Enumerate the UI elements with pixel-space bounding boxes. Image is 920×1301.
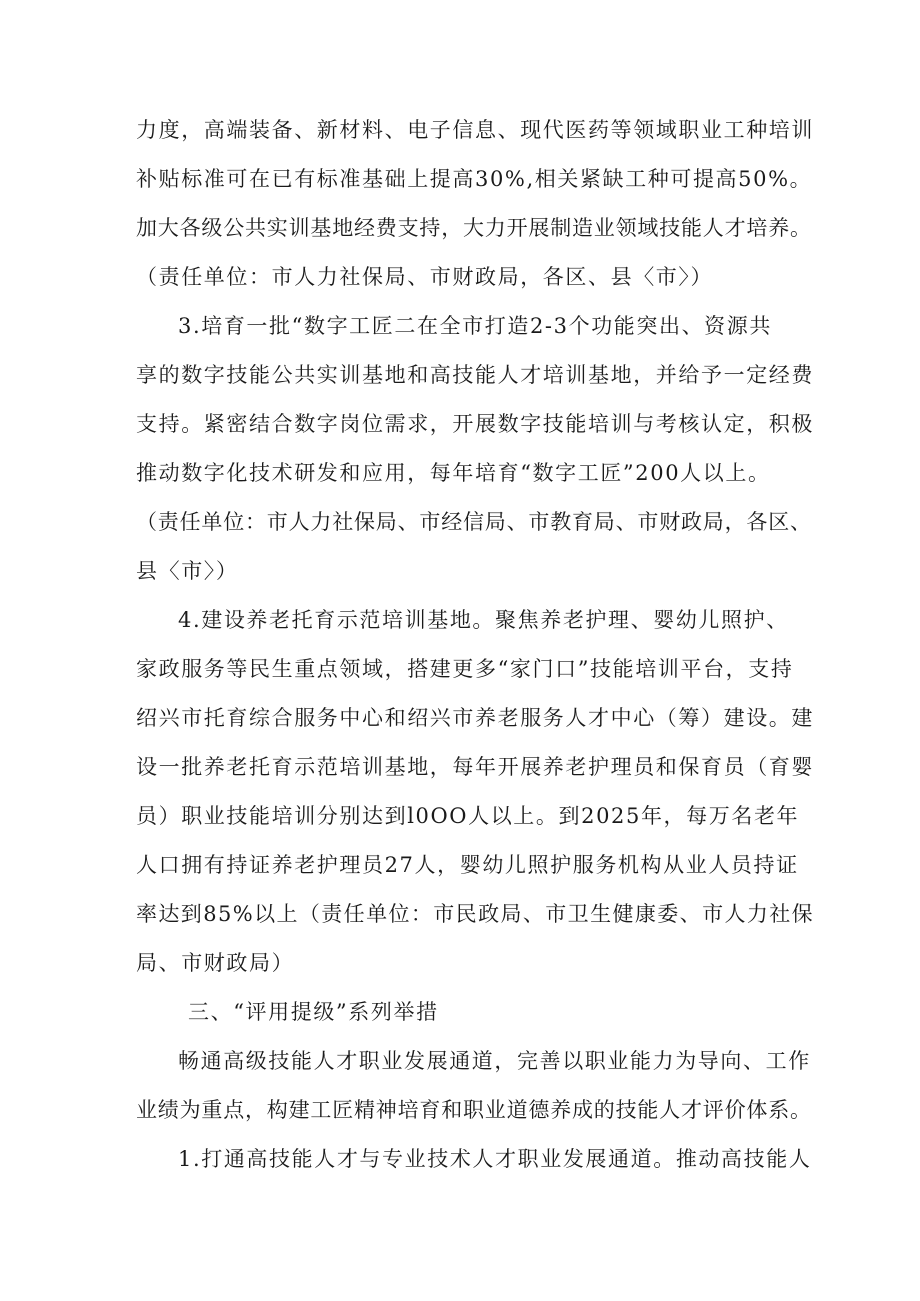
- text-line: 业绩为重点，构建工匠精神培育和职业道德养成的技能人才评价体系。: [136, 1098, 812, 1122]
- text-line: （责任单位：市人力社保局、市财政局，各区、县〈市〉）: [136, 265, 714, 289]
- paragraph-item-1: 1.打通高技能人才与专业技术人才职业发展通道。推动高技能人: [178, 1147, 812, 1171]
- text-line: 享的数字技能公共实训基地和高技能人才培训基地，并给予一定经费: [136, 363, 814, 387]
- text-line: 力度，高端装备、新材料、电子信息、现代医药等领域职业工种培训: [136, 118, 814, 142]
- text-line: 支持。紧密结合数字岗位需求，开展数字技能培训与考核认定，积极: [136, 412, 814, 436]
- text-line: 畅通高级技能人才职业发展通道，完善以职业能力为导向、工作: [178, 1049, 811, 1073]
- text-line: 推动数字化技术研发和应用，每年培育“数字工匠”200人以上。: [136, 461, 771, 485]
- section-heading: 三、“评用提级”系列举措: [188, 1000, 439, 1024]
- text-line: 人口拥有持证养老护理员27人，婴幼儿照护服务机构从业人员持证: [136, 853, 799, 877]
- text-line: 设一批养老托育示范培训基地，每年开展养老护理员和保育员（育婴: [136, 755, 814, 779]
- text-line: （责任单位：市人力社保局、市经信局、市教育局、市财政局，各区、: [136, 510, 812, 534]
- text-line: 率达到85%以上（责任单位：市民政局、市卫生健康委、市人力社保: [136, 902, 815, 926]
- paragraph-item-3: 3.培育一批“数字工匠二在全市打造2-3个功能突出、资源共: [178, 314, 772, 338]
- text-line: 补贴标准可在已有标准基础上提高30%,相关紧缺工种可提高50%。: [136, 167, 813, 191]
- text-line: 加大各级公共实训基地经费支持，大力开展制造业领域技能人才培养。: [136, 216, 812, 240]
- text-line: 家政服务等民生重点领域，搭建更多“家门口”技能培训平台，支持: [136, 657, 794, 681]
- text-line: 绍兴市托育综合服务中心和绍兴市养老服务人才中心（筹）建设。建: [136, 706, 814, 730]
- text-line: 员）职业技能培训分别达到l0OO人以上。到2025年，每万名老年: [136, 804, 800, 828]
- text-line: 县〈市〉）: [136, 559, 239, 583]
- paragraph-item-4: 4.建设养老托育示范培训基地。聚焦养老护理、婴幼儿照护、: [178, 608, 789, 632]
- text-line: 局、市财政局）: [136, 951, 295, 975]
